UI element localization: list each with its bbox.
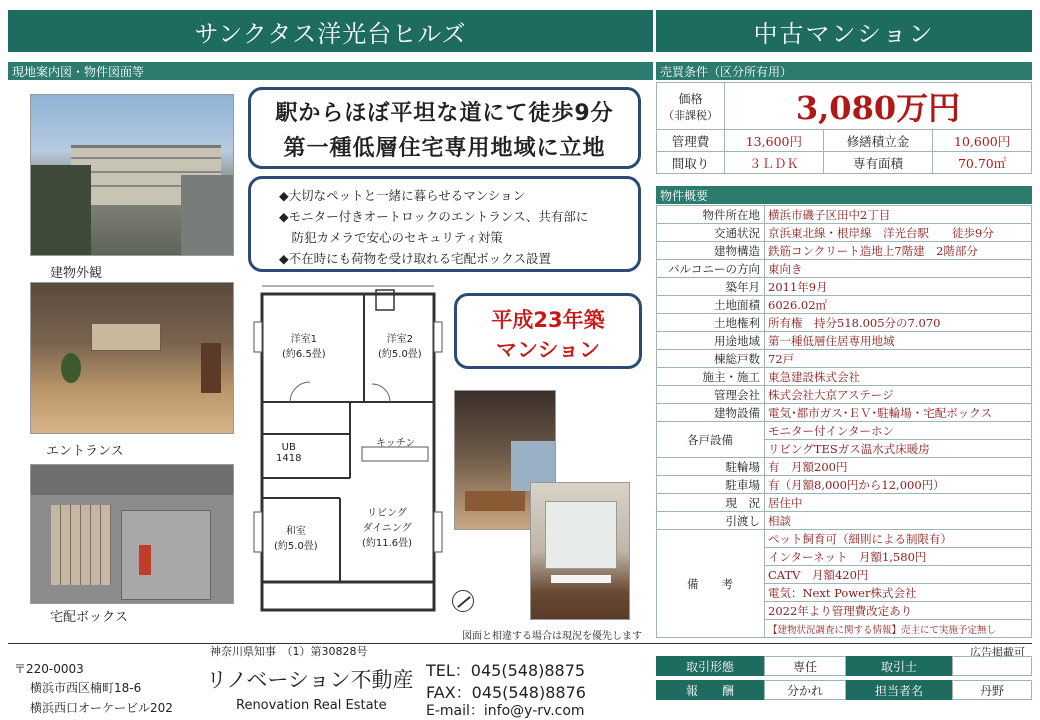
property-name: サンクタス洋光台ヒルズ xyxy=(194,19,467,48)
building-exterior-photo xyxy=(30,94,234,256)
spec-cell: バルコニーの方向 xyxy=(657,260,765,278)
floorplan-note: 図面と相違する場合は現況を優先します xyxy=(462,631,642,642)
spec-cell: 引渡し xyxy=(657,512,765,530)
spec-cell: 備 考 xyxy=(657,530,765,638)
agent-label: 取引士 xyxy=(846,656,952,676)
deal-type-label: 取引形態 xyxy=(656,656,764,676)
spec-cell: 第一種低層住居専用地域 xyxy=(765,332,1032,350)
email-link[interactable]: E-mail：info@y-rv.com xyxy=(426,703,585,719)
spec-cell: 各戸設備 xyxy=(657,422,765,458)
spec-row xyxy=(657,368,1032,386)
spec-cell: モニター付インターホン xyxy=(765,422,1032,440)
deal-type-value: 専任 xyxy=(764,656,846,676)
spec-cell: 有 月額200円 xyxy=(765,458,1032,476)
spec-row xyxy=(657,476,1032,494)
spec-row xyxy=(657,530,1032,548)
company-name-jp: リノベーション不動産 xyxy=(206,668,414,692)
spec-cell: CATV 月額420円 xyxy=(765,566,1032,584)
repair-fund-value: 10,600円 xyxy=(933,130,1032,152)
fee-value: 分かれ xyxy=(764,680,846,700)
spec-cell: 6026.02㎡ xyxy=(765,296,1032,314)
spec-row xyxy=(657,332,1032,350)
spec-cell: 駐輪場 xyxy=(657,458,765,476)
spec-cell: 建物設備 xyxy=(657,404,765,422)
spec-cell: 建物構造 xyxy=(657,242,765,260)
spec-row xyxy=(657,206,1032,224)
mgmt-fee-label: 管理費 xyxy=(657,130,725,152)
spec-row xyxy=(657,296,1032,314)
spec-row xyxy=(657,386,1032,404)
headline-box xyxy=(248,87,641,169)
washroom-photo xyxy=(530,482,630,620)
photo-caption-delivery-box: 宅配ボックス xyxy=(50,610,128,625)
spec-cell: 京浜東北線・根岸線 洋光台駅 徒歩9分 xyxy=(765,224,1032,242)
layout-label: 間取り xyxy=(657,152,725,174)
ad-permission: 広告掲載可 xyxy=(970,646,1025,659)
mgmt-fee-value: 13,600円 xyxy=(725,130,824,152)
fax-number: FAX：045(548)8876 xyxy=(426,683,586,702)
photo-caption-entrance: エントランス xyxy=(46,444,124,459)
delivery-box-photo xyxy=(30,464,234,604)
floor-plan xyxy=(250,282,446,620)
spec-cell: 用途地域 xyxy=(657,332,765,350)
spec-cell: 所有権 持分518.005分の7.070 xyxy=(765,314,1032,332)
compass-icon xyxy=(452,590,474,612)
spec-cell: ペット飼育可（細則による制限有） xyxy=(765,530,1032,548)
headline-line1: 駅からほぼ平坦な道にて徒歩9分 xyxy=(275,101,614,126)
spec-cell: 有（月額8,000円から12,000円） xyxy=(765,476,1032,494)
address-line1: 横浜市西区楠町18-6 xyxy=(30,681,142,695)
room-label: 洋室2 (約5.0畳) xyxy=(378,334,422,360)
area-label: 専有面積 xyxy=(823,152,933,174)
spec-cell: 築年月 xyxy=(657,278,765,296)
spec-row xyxy=(657,242,1032,260)
spec-cell: 交通状況 xyxy=(657,224,765,242)
feature-item: ◆モニター付きオートロックのエントランス、共有部に xyxy=(279,209,589,224)
spec-cell: 横浜市磯子区田中2丁目 xyxy=(765,206,1032,224)
spec-cell: 土地権利 xyxy=(657,314,765,332)
fee-label: 報 酬 xyxy=(656,680,764,700)
room-label: キッチン xyxy=(376,438,416,449)
spec-cell: 物件所在地 xyxy=(657,206,765,224)
spec-cell: 東急建設株式会社 xyxy=(765,368,1032,386)
spec-row xyxy=(657,278,1032,296)
spec-cell: 駐車場 xyxy=(657,476,765,494)
spec-row xyxy=(657,422,1032,440)
spec-cell: 相談 xyxy=(765,512,1032,530)
feature-item: ◆大切なペットと一緒に暮らせるマンション xyxy=(279,188,526,203)
spec-cell: インターネット 月額1,580円 xyxy=(765,548,1032,566)
spec-table xyxy=(656,205,1032,638)
overview-header: 物件概要 xyxy=(656,186,1032,204)
room-label: 洋室1 (約6.5畳) xyxy=(282,334,326,360)
spec-row xyxy=(657,350,1032,368)
spec-cell: 電気：Next Power株式会社 xyxy=(765,584,1032,602)
built-year-line2: マンション xyxy=(495,338,601,362)
price-table xyxy=(656,82,1032,174)
spec-cell: 棟総戸数 xyxy=(657,350,765,368)
postal-code: 〒220-0003 xyxy=(14,662,84,676)
room-label: リビング ダイニング (約11.6畳) xyxy=(362,508,413,549)
company-name-en: Renovation Real Estate xyxy=(236,698,387,713)
photo-caption-exterior: 建物外観 xyxy=(50,266,103,281)
category-label: 中古マンション xyxy=(753,19,935,48)
spec-cell: 現 況 xyxy=(657,494,765,512)
agent-value xyxy=(952,656,1032,676)
spec-cell: 施主・施工 xyxy=(657,368,765,386)
feature-item: 防犯カメラで安心のセキュリティ対策 xyxy=(279,230,503,245)
spec-cell: 管理会社 xyxy=(657,386,765,404)
category-bar xyxy=(656,10,1032,52)
spec-cell: 東向き xyxy=(765,260,1032,278)
spec-cell xyxy=(657,130,1032,152)
footer-divider xyxy=(8,643,1032,644)
spec-row xyxy=(657,224,1032,242)
spec-cell: 株式会社大京アステージ xyxy=(765,386,1032,404)
spec-cell xyxy=(657,152,1032,174)
license-number: 神奈川県知事 （1）第30828号 xyxy=(210,645,368,658)
headline-line2: 第一種低層住宅専用地域に立地 xyxy=(283,136,606,161)
price-label: 価格 xyxy=(678,91,703,106)
staff-value: 丹野 xyxy=(952,680,1032,700)
spec-cell: 土地面積 xyxy=(657,296,765,314)
spec-cell: リビングTESガス温水式床暖房 xyxy=(765,440,1032,458)
area-value: 70.70㎡ xyxy=(933,152,1032,174)
spec-row xyxy=(657,458,1032,476)
room-label: UB 1418 xyxy=(276,442,302,464)
layout-value: ３ＬＤＫ xyxy=(725,152,824,174)
spec-cell: 72戸 xyxy=(765,350,1032,368)
built-year-line1: 平成23年築 xyxy=(491,308,605,332)
spec-row xyxy=(657,314,1032,332)
tel-number: TEL：045(548)8875 xyxy=(426,661,586,680)
spec-cell: 2011年9月 xyxy=(765,278,1032,296)
spec-row xyxy=(657,260,1032,278)
room-label: 和室 (約5.0畳) xyxy=(274,526,318,552)
spec-cell: 鉄筋コンクリート造地上7階建 2階部分 xyxy=(765,242,1032,260)
features-box xyxy=(248,176,641,272)
spec-row xyxy=(657,512,1032,530)
built-year-badge xyxy=(454,293,642,369)
spec-cell: 電気･都市ガス･ＥＶ･駐輪場・宅配ボックス xyxy=(765,404,1032,422)
price-sublabel: （非課税） xyxy=(663,108,718,122)
spec-row xyxy=(657,404,1032,422)
feature-item: ◆不在時にも荷物を受け取れる宅配ボックス設置 xyxy=(279,251,551,266)
spec-cell xyxy=(657,83,1032,130)
entrance-photo xyxy=(30,282,234,434)
property-name-bar xyxy=(8,10,653,52)
spec-cell: 居住中 xyxy=(765,494,1032,512)
address-line2: 横浜西口オーケービル202 xyxy=(30,701,173,715)
left-subheader: 現地案内図・物件図面等 xyxy=(8,62,653,80)
repair-fund-label: 修繕積立金 xyxy=(823,130,933,152)
spec-cell: 【建物状況調査に関する情報】売主にて実施予定無し xyxy=(765,620,1032,638)
spec-cell: 2022年より管理費改定あり xyxy=(765,602,1032,620)
spec-row xyxy=(657,494,1032,512)
right-subheader: 売買条件（区分所有用） xyxy=(656,62,1032,80)
staff-label: 担当者名 xyxy=(846,680,952,700)
price-value: 3,080万円 xyxy=(795,89,961,127)
